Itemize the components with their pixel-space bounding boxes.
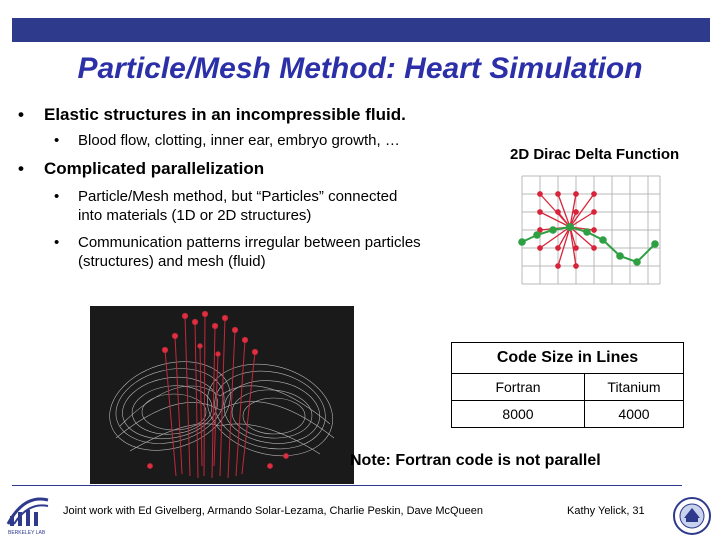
slide-title: Particle/Mesh Method: Heart Simulation: [77, 52, 643, 85]
bullet-text-line1: Particle/Mesh method, but “Particles” connected: [78, 188, 398, 205]
bullet-marker: •: [18, 159, 24, 178]
bullet-elastic-structures: [18, 105, 406, 125]
value-fortran: 8000: [452, 401, 585, 428]
bullet-text: Elastic structures in an incompressible fluid.: [44, 105, 406, 124]
code-size-title: Code Size in Lines: [452, 343, 684, 374]
note-text: Note: Fortran code is not parallel: [350, 452, 601, 469]
bullet-text-line2: (structures) and mesh (fluid): [78, 253, 266, 270]
bullet-marker: •: [54, 234, 60, 251]
dirac-delta-diagram: [515, 172, 665, 288]
dirac-label: 2D Dirac Delta Function: [510, 146, 680, 163]
heart-simulation-image: [90, 306, 354, 484]
university-seal-icon: [672, 496, 712, 536]
berkeley-lab-logo: [4, 490, 60, 536]
sub-bullet-communication: [54, 233, 421, 271]
header-bar: [12, 18, 710, 42]
sub-bullet-blood-flow: [54, 132, 400, 149]
footer-author: Kathy Yelick, 31: [567, 505, 645, 517]
bullet-text-line2: into materials (1D or 2D structures): [78, 207, 312, 224]
bullet-marker: •: [18, 105, 24, 124]
bullet-marker: •: [54, 188, 60, 205]
header-fortran: Fortran: [452, 374, 585, 401]
bullet-text: Complicated parallelization: [44, 159, 265, 178]
header-titanium: Titanium: [585, 374, 684, 401]
sub-bullet-particle-mesh: [54, 187, 397, 225]
bullet-parallelization: [18, 159, 264, 179]
logo-text: BERKELEY LAB: [8, 530, 46, 536]
bullet-text: Blood flow, clotting, inner ear, embryo growth, …: [78, 132, 400, 149]
bullet-marker: •: [54, 132, 60, 149]
value-titanium: 4000: [585, 401, 684, 428]
footer-credits: Joint work with Ed Givelberg, Armando Solar-Lezama, Charlie Peskin, Dave McQueen: [63, 505, 484, 517]
footer-divider: [12, 485, 682, 486]
bullet-text-line1: Communication patterns irregular between particles: [78, 234, 421, 251]
code-size-table: [451, 342, 684, 428]
